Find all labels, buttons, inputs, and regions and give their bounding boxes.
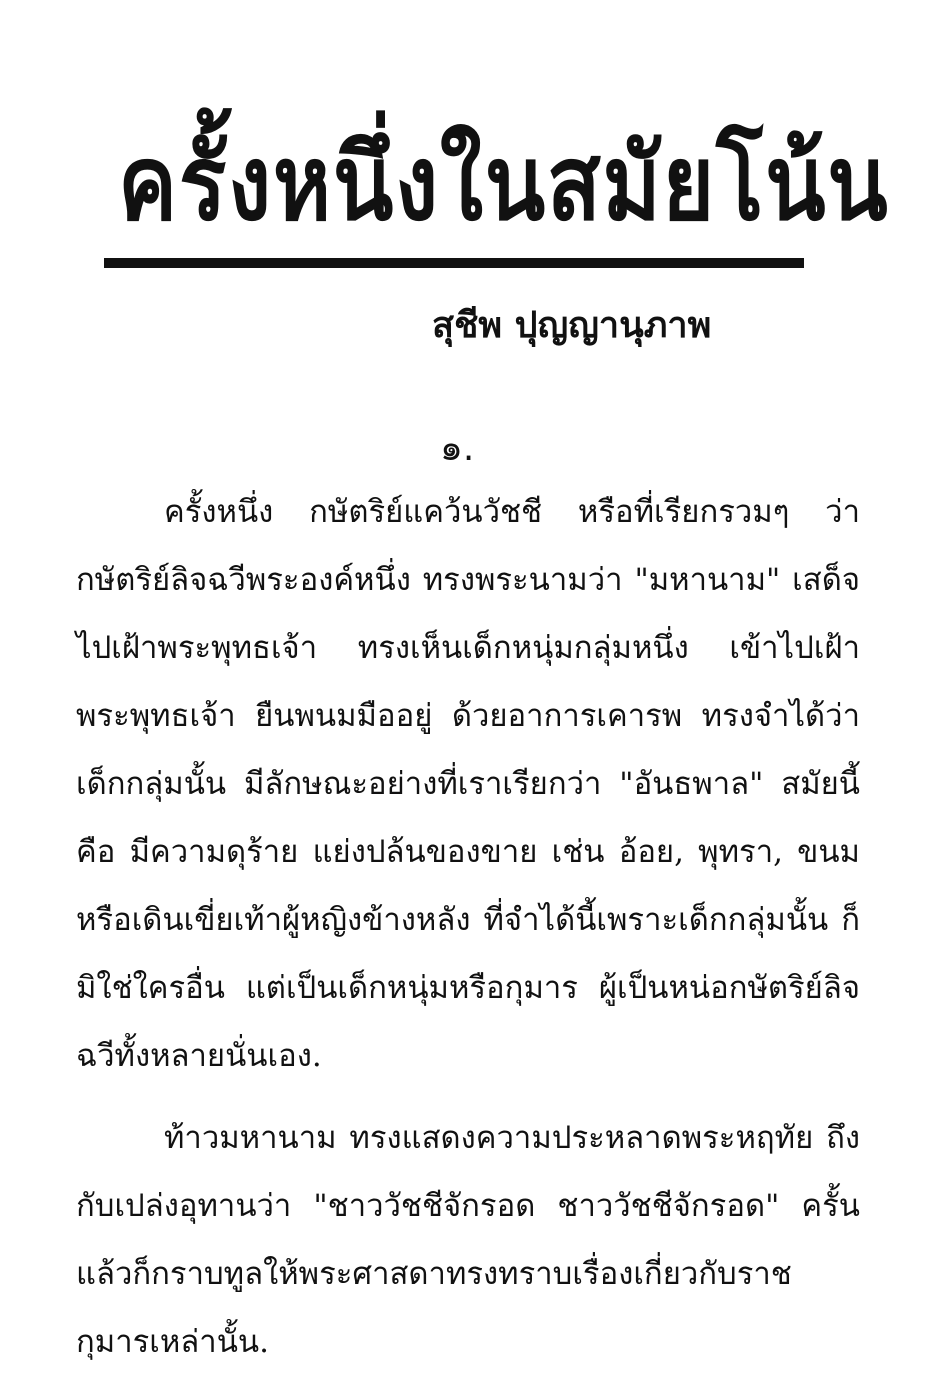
paragraph: ครั้งหนึ่ง กษัตริย์แคว้นวัชชี หรือที่เรียกรวมๆ ว่า กษัตริย์ลิจฉวีพระองค์หนึ่ง ทรงพระนามว่า "มหานาม" เสด็จไปเฝ้าพระพุทธเจ้า ทรงเห็นเด็กหนุ่มกลุ่มหนึ่ง เข้าไปเฝ้าพระพุทธเจ้า ยืนพนมมืออยู่ ด้วยอาการเคารพ ทรงจำได้ว่าเด็กกลุ่มนั้น มีลักษณะอย่างที่เราเรียกว่า "อันธพาล" สมัยนี้ คือ มีความดุร้าย แย่งปล้นของขาย เช่น อ้อย, พุทรา, ขนม หรือเดินเขี่ยเท้าผู้หญิงข้างหลัง ที่จำได้นี้เพราะเด็กกลุ่มนั้น ก็มิใช่ใครอื่น แต่เป็นเด็กหนุ่มหรือกุมาร ผู้เป็นหน่อกษัตริย์ลิจฉวีทั้งหลายนั่นเอง. (76, 494, 860, 1074)
chapter-number: ๑. (440, 428, 475, 469)
author-name: สุชีพ ปุญญานุภาพ (432, 305, 712, 346)
page-title: ครั้งหนึ่งในสมัยโน้น (118, 122, 890, 244)
paragraph: ท้าวมหานาม ทรงแสดงความประหลาดพระหฤทัย ถึงกับเปล่งอุทานว่า "ชาววัชชีจักรอด ชาววัชชีจักรอด" ครั้นแล้วก็กราบทูลให้พระศาสดาทรงทราบเรื่องเกี่ยวกับราชกุมารเหล่านั้น. (76, 1120, 860, 1360)
body-text (76, 478, 860, 1376)
title-underline (104, 258, 804, 268)
